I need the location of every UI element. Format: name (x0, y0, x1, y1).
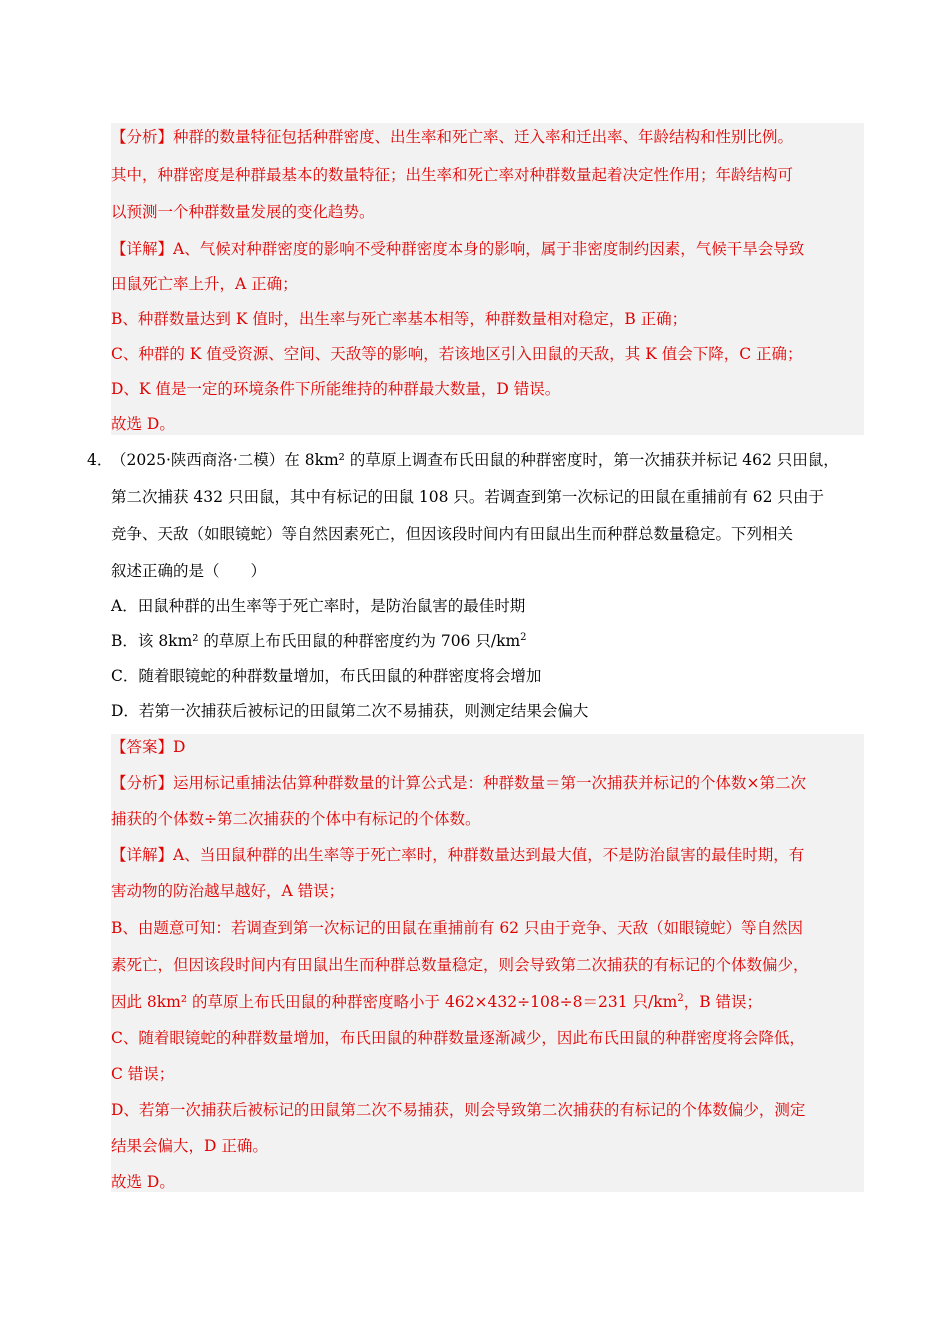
detail-line-tail: ，B 错误； (683, 993, 763, 1011)
detail-line: D、若第一次捕获后被标记的田鼠第二次不易捕获，则会导致第二次捕获的有标记的个体数偏少，测定 (111, 1101, 806, 1119)
question-stem-line: （2025·陕西商洛·二模）在 8km² 的草原上调查布氏田鼠的种群密度时，第一次捕获并标记 462 只田鼠， (111, 451, 839, 469)
option-b-superscript: 2 (520, 631, 527, 643)
conclusion-line: 故选 D。 (111, 415, 175, 433)
analysis-line: 【分析】种群的数量特征包括种群密度、出生率和死亡率、迁入率和迁出率、年龄结构和性别比例。 (111, 128, 794, 146)
question-number: 4． (87, 451, 113, 469)
option-c: C．随着眼镜蛇的种群数量增加，布氏田鼠的种群密度将会增加 (111, 667, 542, 685)
detail-line: B、由题意可知：若调查到第一次标记的田鼠在重捕前有 62 只由于竞争、天敌（如眼镜蛇）等自然因 (111, 919, 803, 937)
detail-line-text: 因此 8km² 的草原上布氏田鼠的种群密度略小于 462×432÷108÷8＝231 只/km (111, 993, 678, 1011)
option-b-text: B．该 8km² 的草原上布氏田鼠的种群密度约为 706 只/km (111, 632, 521, 650)
question-stem-line: 竞争、天敌（如眼镜蛇）等自然因素死亡，但因该段时间内有田鼠出生而种群总数量稳定。下列相关 (111, 525, 794, 543)
analysis-line: 【分析】运用标记重捕法估算种群数量的计算公式是：种群数量＝第一次捕获并标记的个体数×第二次 (111, 774, 806, 792)
detail-line: 【详解】A、当田鼠种群的出生率等于死亡率时，种群数量达到最大值，不是防治鼠害的最佳时期，有 (111, 846, 805, 864)
answer-line: 【答案】D (111, 738, 186, 756)
detail-line: D、K 值是一定的环境条件下所能维持的种群最大数量，D 错误。 (111, 380, 561, 398)
analysis-line: 以预测一个种群数量发展的变化趋势。 (111, 203, 375, 221)
detail-line: C、种群的 K 值受资源、空间、天敌等的影响，若该地区引入田鼠的天敌，其 K 值会下降，C 正确； (111, 345, 803, 363)
detail-line: 害动物的防治越早越好，A 错误； (111, 882, 345, 900)
detail-line (111, 992, 762, 1012)
analysis-line: 捕获的个体数÷第二次捕获的个体中有标记的个体数。 (111, 810, 481, 828)
detail-line: C、随着眼镜蛇的种群数量增加，布氏田鼠的种群数量逐渐减少，因此布氏田鼠的种群密度将会降低， (111, 1029, 805, 1047)
conclusion-line: 故选 D。 (111, 1173, 175, 1191)
question-stem-line: 第二次捕获 432 只田鼠，其中有标记的田鼠 108 只。若调查到第一次标记的田鼠在重捕前有 62 只由于 (111, 488, 824, 506)
detail-line: 【详解】A、气候对种群密度的影响不受种群密度本身的影响，属于非密度制约因素，气候干旱会导致 (111, 240, 805, 258)
analysis-line: 其中，种群密度是种群最基本的数量特征；出生率和死亡率对种群数量起着决定性作用；年龄结构可 (111, 166, 794, 184)
question-stem-line: 叙述正确的是（ ） (111, 562, 267, 580)
option-d: D．若第一次捕获后被标记的田鼠第二次不易捕获，则测定结果会偏大 (111, 702, 589, 720)
detail-line: C 错误； (111, 1065, 175, 1083)
detail-line: 结果会偏大，D 正确。 (111, 1137, 268, 1155)
detail-line: B、种群数量达到 K 值时，出生率与死亡率基本相等，种群数量相对稳定，B 正确； (111, 310, 688, 328)
option-a: A．田鼠种群的出生率等于死亡率时，是防治鼠害的最佳时期 (111, 597, 526, 615)
detail-superscript: 2 (677, 992, 684, 1004)
option-b (111, 631, 527, 651)
detail-line: 田鼠死亡率上升，A 正确； (111, 275, 298, 293)
detail-line: 素死亡，但因该段时间内有田鼠出生而种群总数量稳定，则会导致第二次捕获的有标记的个体数偏少， (111, 956, 809, 974)
